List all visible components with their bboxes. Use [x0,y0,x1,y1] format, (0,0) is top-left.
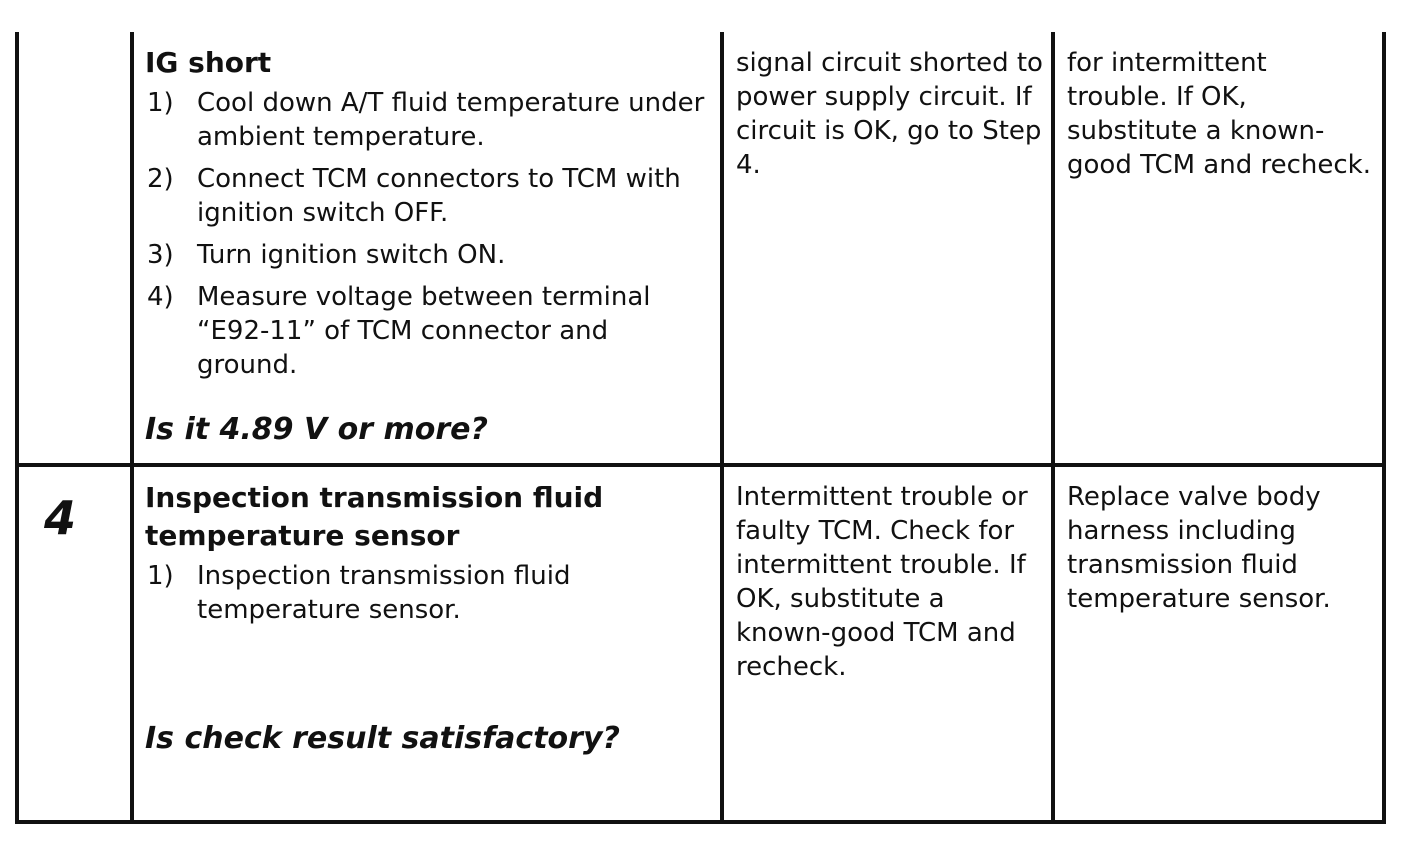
action-step-item [145,238,715,272]
action-question: Is it 4.89 V or more? [145,412,488,447]
action-steps-list [145,559,715,627]
row-1-yes-cell [736,46,1044,456]
action-question: Is check result satisfactory? [145,721,620,756]
row-2-action-cell [145,479,715,814]
step-item-number: 2) [147,164,174,194]
row-1-step-cell [19,32,130,463]
table-divider-yes [1051,32,1055,824]
table-border-right [1382,32,1386,824]
step-item-number: 1) [147,561,174,591]
table-divider-step [130,32,134,824]
row-2-step-cell [19,467,130,820]
yes-result-text: Intermittent trouble or faulty TCM. Check for intermittent trouble. If OK, substitute a known-good TCM and recheck. [736,482,1028,682]
action-heading: Inspection transmission fluid temperature sensor [145,481,604,552]
action-steps-list [145,86,715,382]
step-item-text: Turn ignition switch ON. [197,240,506,270]
step-item-text: Measure voltage between terminal “E92-11” of TCM connector and ground. [197,282,651,380]
step-item-text: Cool down A/T fluid temperature under ambient temperature. [197,88,705,152]
table-border-bottom [15,820,1386,824]
table-divider-action [720,32,724,824]
row-divider [15,463,1386,467]
no-result-text: for intermittent trouble. If OK, substitute a known-good TCM and recheck. [1067,48,1371,180]
step-item-number: 3) [147,240,174,270]
row-1-action-cell [145,44,715,459]
row-2-no-cell [1067,480,1372,815]
step-item-number: 4) [147,282,174,312]
step-item-number: 1) [147,88,174,118]
action-step-item [145,162,715,230]
row-1-no-cell [1067,46,1372,456]
no-result-text: Replace valve body harness including transmission fluid temperature sensor. [1067,482,1331,614]
step-number: 4 [44,491,77,545]
action-step-item [145,280,715,382]
step-item-text: Connect TCM connectors to TCM with ignition switch OFF. [197,164,681,228]
action-step-item [145,86,715,154]
action-heading: IG short [145,46,272,79]
step-item-text: Inspection transmission fluid temperature sensor. [197,561,571,625]
row-2-yes-cell [736,480,1044,815]
action-step-item [145,559,715,627]
yes-result-text: signal circuit shorted to power supply circuit. If circuit is OK, go to Step 4. [736,48,1043,180]
